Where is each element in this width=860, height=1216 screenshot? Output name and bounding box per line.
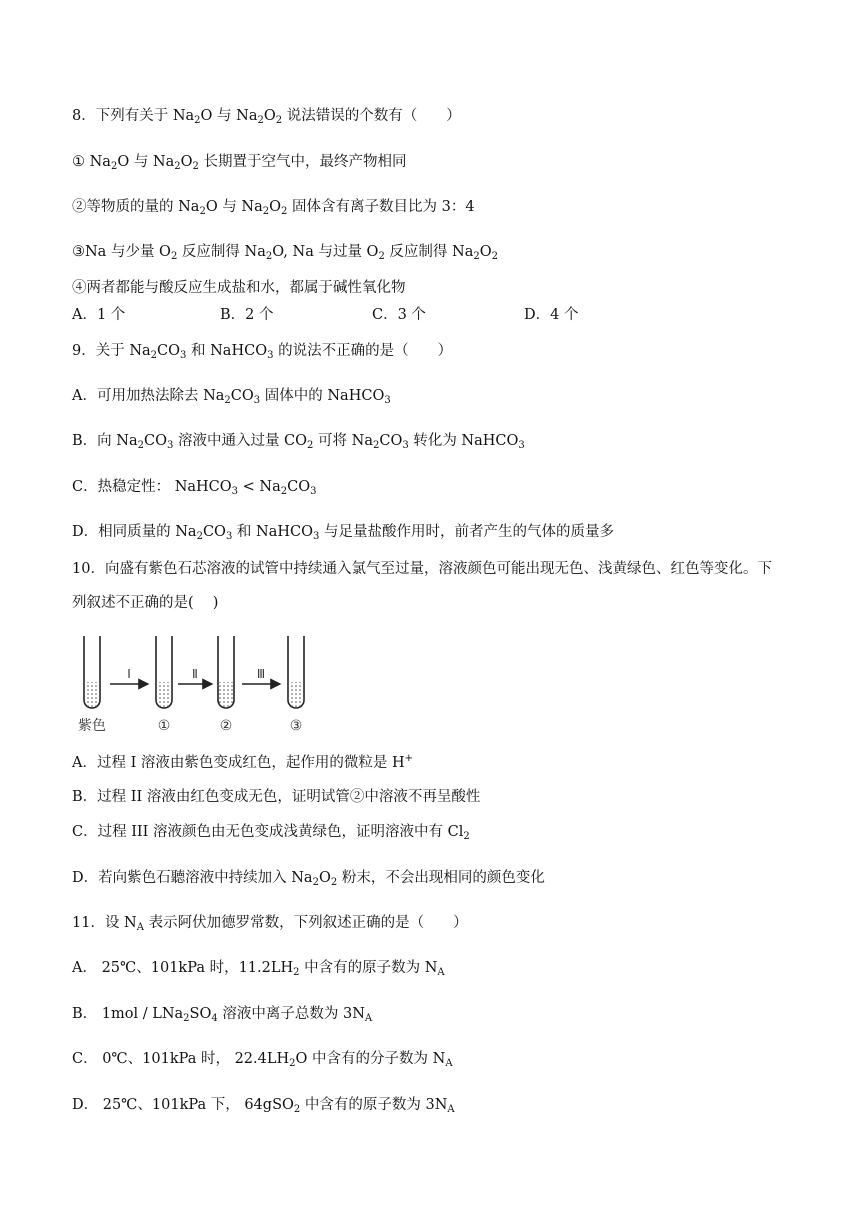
q9-stem: 9．关于 $Na_2CO_3$ 和 NaHCO$_3$ 的说法不正确的是（ ） — [72, 343, 453, 361]
q8-statement-1: ① $Na_2O$ 与 $Na_2O_2$ 长期置于空气中，最终产物相同 — [72, 154, 407, 172]
test-tube-3 — [288, 636, 304, 708]
q8-stem: 8．下列有关于 $Na_2O$ 与 $Na_2O_2$ 说法错误的个数有（ ） — [72, 108, 461, 126]
step-2-label: Ⅱ — [192, 667, 198, 681]
q9-option-d: D．相同质量的 $Na_2CO_3$ 和 NaHCO$_3$ 与足量盐酸作用时，前者产生的气体的质量多 — [72, 524, 614, 542]
tube-0-label: 紫色 — [78, 718, 106, 734]
q10-option-b: B．过程 II 溶液由红色变成无色，证明试管②中溶液不再呈酸性 — [72, 789, 481, 805]
q10-option-a: A．过程 I 溶液由紫色变成红色，起作用的微粒是 H+ — [72, 753, 414, 771]
q8-option-c: C．3 个 — [372, 307, 426, 323]
step-1-label: Ⅰ — [127, 667, 131, 681]
tube-3-label: ③ — [289, 718, 303, 734]
q8-options — [72, 305, 772, 325]
q9-option-a: A．可用加热法除去 $Na_2CO_3$ 固体中的 NaHCO$_3$ — [72, 388, 391, 406]
q10-option-d: D．若向紫色石聽溶液中持续加入 $Na_2O_2$ 粉末，不会出现相同的颜色变化 — [72, 870, 545, 888]
q8-option-b: B．2 个 — [220, 307, 274, 323]
q8-statement-3: ③Na 与少量 $O_2$ 反应制得 $Na_2O$, Na 与过量 $O_2$ 反应制得 $Na_2O_2$ — [72, 244, 499, 262]
q11-option-b: B． $1mol / LNa_2SO_4$ 溶液中离子总数为 $3N_A$ — [72, 1006, 373, 1024]
q9-option-c: C．热稳定性： NaHCO$_3$ < $Na_2CO_3$ — [72, 479, 317, 497]
test-tube-0 — [84, 636, 100, 708]
q11-stem: 11．设 $N_A$ 表示阿伏加德罗常数，下列叙述正确的是（ ） — [72, 915, 468, 933]
test-tube-2 — [218, 636, 234, 708]
test-tube-1 — [156, 636, 172, 708]
q11-option-c: C． 0℃、101kPa 时， $22.4LH_2O$ 中含有的分子数为 $N_A$ — [72, 1051, 453, 1069]
q11-option-d: D． 25℃、101kPa 下， 64gSO$_2$ 中含有的原子数为 $3N_A$ — [72, 1097, 455, 1115]
q8-statement-2: ②等物质的量的 $Na_2O$ 与 $Na_2O_2$ 固体含有离子数目比为 3：4 — [72, 199, 475, 217]
tube-2-label: ② — [219, 718, 233, 734]
q10-stem-line1: 10．向盛有紫色石芯溶液的试管中持续通入氯气至过量，溶液颜色可能出现无色、浅黄绿色、红色等变化。下 — [72, 561, 772, 577]
q8-option-d: D．4 个 — [524, 307, 579, 323]
q10-stem-line2: 列叙述不正确的是( ) — [72, 595, 219, 611]
step-3-label: Ⅲ — [256, 667, 266, 681]
test-tube-figure — [74, 632, 324, 736]
q10-option-c: C．过程 III 溶液颜色由无色变成浅黄绿色，证明溶液中有 $Cl_2$ — [72, 824, 470, 842]
tube-1-label: ① — [157, 718, 171, 734]
q8-statement-4: ④两者都能与酸反应生成盐和水，都属于碱性氧化物 — [72, 280, 406, 296]
q9-option-b: B．向 $Na_2CO_3$ 溶液中通入过量 $CO_2$ 可将 $Na_2CO_3$ 转化为 NaHCO$_3$ — [72, 433, 525, 451]
q11-option-a: A． 25℃、101kPa 时，$11.2LH_2$ 中含有的原子数为 $N_A$ — [72, 960, 445, 978]
q8-option-a: A．1 个 — [72, 307, 126, 323]
